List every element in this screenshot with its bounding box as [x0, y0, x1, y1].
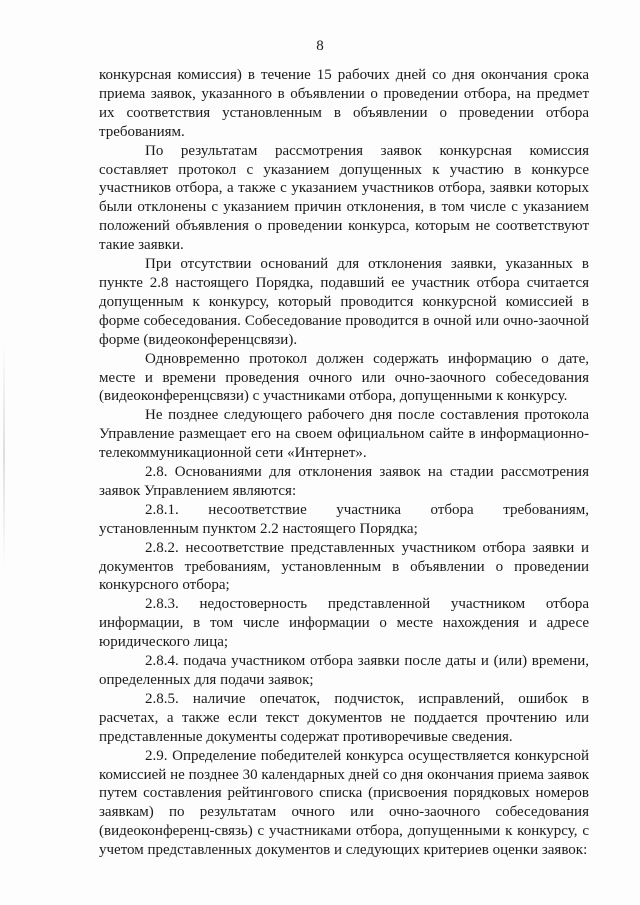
page-number: 8: [316, 38, 324, 54]
document-body: [99, 66, 589, 860]
paragraph-protocol-content: Одновременно протокол должен содержать информацию о дате, месте и времени проведения очного или очно-заочного собеседования (видеоконференцсвязи) с участниками отбора, допущенными к конкурсу.: [99, 350, 589, 405]
clause-2-9: 2.9. Определение победителей конкурса осуществляется конкурсной комиссией не позднее 30 календарных дней со дня окончания приема заявок путем составления рейтингового списка (присвоения порядковых номеров заявкам) по результатам очного или очно-заочного собеседования (видеоконференц-связь) с участниками отбора, допущенными к конкурсу, с учетом представленных документов и следующих критериев оценки заявок:: [99, 747, 589, 859]
clause-2-8-1: 2.8.1. несоответствие участника отбора требованиям, установленным пунктом 2.2 настоящего Порядка;: [99, 501, 589, 537]
paragraph-continuation: конкурсная комиссия) в течение 15 рабочих дней со дня окончания срока приема заявок, указанного в объявлении о проведении отбора, на предмет их соответствия установленным в объявлении о проведении отбора требованиям.: [99, 67, 589, 140]
clause-2-8: 2.8. Основаниями для отклонения заявок на стадии рассмотрения заявок Управлением являются:: [99, 464, 589, 499]
clause-2-8-2: 2.8.2. несоответствие представленных участником отбора заявки и документов требованиям, установленным в объявлении о проведении конкурсного отбора;: [99, 539, 589, 594]
paragraph-protocol: По результатам рассмотрения заявок конкурсная комиссия составляет протокол с указанием допущенных к участию в конкурсе участников отбора, а также с указанием участников отбора, заявки которых были отклонены с указанием причин отклонения, в том числе с указанием положений объявления о проведении конкурса, которым не соответствуют такие заявки.: [99, 142, 589, 254]
paragraph-publication: Не позднее следующего рабочего дня после составления протокола Управление размещает его на своем официальном сайте в информационно-телекоммуникационной сети «Интернет».: [99, 407, 589, 462]
clause-2-8-5: 2.8.5. наличие опечаток, подчисток, исправлений, ошибок в расчетах, а также если текст документов не поддается прочтению или представленные документы содержат противоречивые сведения.: [99, 690, 589, 745]
scan-edge-mark: [3, 340, 5, 570]
paragraph-admission: При отсутствии оснований для отклонения заявки, указанных в пункте 2.8 настоящего Порядка, подавший ее участник отбора считается допущенным к конкурсу, который проводится конкурсной комиссией в форме собеседования. Собеседование проводится в очной или очно-заочной форме (видеоконференцсвязи).: [99, 256, 589, 348]
clause-2-8-4: 2.8.4. подача участником отбора заявки после даты и (или) времени, определенных для подачи заявок;: [99, 653, 589, 688]
clause-2-8-3: 2.8.3. недостоверность представленной участником отбора информации, в том числе информации о месте нахождения и адресе юридического лица;: [99, 596, 589, 651]
